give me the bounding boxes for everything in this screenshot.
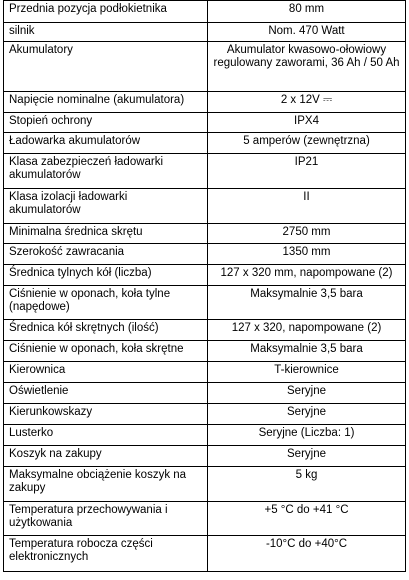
spec-value: -10°C do +40°C bbox=[208, 536, 406, 572]
spec-label: Lusterko bbox=[4, 425, 208, 446]
spec-label: Stopień ochrony bbox=[4, 113, 208, 133]
spec-value: 2750 mm bbox=[208, 224, 406, 244]
spec-label: Ładowarka akumulatorów bbox=[4, 133, 208, 154]
table-row bbox=[4, 286, 406, 320]
spec-value: 5 kg bbox=[208, 467, 406, 502]
spec-label: Ciśnienie w oponach, koła skrętne bbox=[4, 341, 208, 362]
spec-label: Średnica tylnych kół (liczba) bbox=[4, 265, 208, 286]
spec-value: Maksymalnie 3,5 bara bbox=[208, 341, 406, 362]
table-row bbox=[4, 446, 406, 467]
table-row bbox=[4, 341, 406, 362]
spec-label: Maksymalne obciążenie koszyk na zakupy bbox=[4, 467, 208, 502]
spec-value: Seryjne bbox=[208, 446, 406, 467]
spec-value: Akumulator kwasowo-ołowiowy regulowany zaworami, 36 Ah / 50 Ah bbox=[208, 42, 406, 92]
spec-label: silnik bbox=[4, 23, 208, 42]
table-row bbox=[4, 362, 406, 383]
table-row bbox=[4, 536, 406, 572]
table-row bbox=[4, 154, 406, 189]
spec-label: Kierunkowskazy bbox=[4, 404, 208, 425]
table-row bbox=[4, 42, 406, 92]
table-row bbox=[4, 404, 406, 425]
spec-label: Klasa izolacji ładowarki akumulatorów bbox=[4, 189, 208, 224]
spec-table bbox=[3, 0, 406, 572]
spec-value: Maksymalnie 3,5 bara bbox=[208, 286, 406, 320]
table-row bbox=[4, 320, 406, 341]
spec-label: Średnica kół skrętnych (ilość) bbox=[4, 320, 208, 341]
spec-value: IPX4 bbox=[208, 113, 406, 133]
spec-value: 127 x 320 mm, napompowane (2) bbox=[208, 265, 406, 286]
table-row bbox=[4, 189, 406, 224]
spec-label: Klasa zabezpieczeń ładowarki akumulatorów bbox=[4, 154, 208, 189]
spec-value: Seryjne (Liczba: 1) bbox=[208, 425, 406, 446]
spec-value: T-kierownice bbox=[208, 362, 406, 383]
table-row bbox=[4, 1, 406, 23]
table-row bbox=[4, 425, 406, 446]
spec-label: Temperatura przechowywania i użytkowania bbox=[4, 502, 208, 536]
spec-label: Koszyk na zakupy bbox=[4, 446, 208, 467]
spec-label: Oświetlenie bbox=[4, 383, 208, 404]
table-row bbox=[4, 224, 406, 244]
spec-value: 1350 mm bbox=[208, 244, 406, 265]
spec-label: Temperatura robocza części elektronicznych bbox=[4, 536, 208, 572]
spec-label: Przednia pozycja podłokietnika bbox=[4, 1, 208, 23]
spec-label: Napięcie nominalne (akumulatora) bbox=[4, 92, 208, 113]
spec-table-body bbox=[4, 1, 406, 572]
spec-label: Akumulatory bbox=[4, 42, 208, 92]
spec-value: Seryjne bbox=[208, 383, 406, 404]
table-row bbox=[4, 133, 406, 154]
table-row bbox=[4, 113, 406, 133]
table-row bbox=[4, 467, 406, 502]
table-row bbox=[4, 23, 406, 42]
spec-value: Seryjne bbox=[208, 404, 406, 425]
spec-value: 80 mm bbox=[208, 1, 406, 23]
spec-label: Szerokość zawracania bbox=[4, 244, 208, 265]
table-row bbox=[4, 502, 406, 536]
spec-value: 2 x 12V ⎓ bbox=[208, 92, 406, 113]
spec-value: +5 °C do +41 °C bbox=[208, 502, 406, 536]
table-row bbox=[4, 244, 406, 265]
spec-value: 127 x 320, napompowane (2) bbox=[208, 320, 406, 341]
spec-value: Nom. 470 Watt bbox=[208, 23, 406, 42]
spec-label: Kierownica bbox=[4, 362, 208, 383]
table-row bbox=[4, 265, 406, 286]
table-row bbox=[4, 383, 406, 404]
spec-label: Minimalna średnica skrętu bbox=[4, 224, 208, 244]
spec-value: IP21 bbox=[208, 154, 406, 189]
table-row bbox=[4, 92, 406, 113]
spec-value: II bbox=[208, 189, 406, 224]
spec-label: Ciśnienie w oponach, koła tylne (napędowe) bbox=[4, 286, 208, 320]
spec-value: 5 amperów (zewnętrzna) bbox=[208, 133, 406, 154]
